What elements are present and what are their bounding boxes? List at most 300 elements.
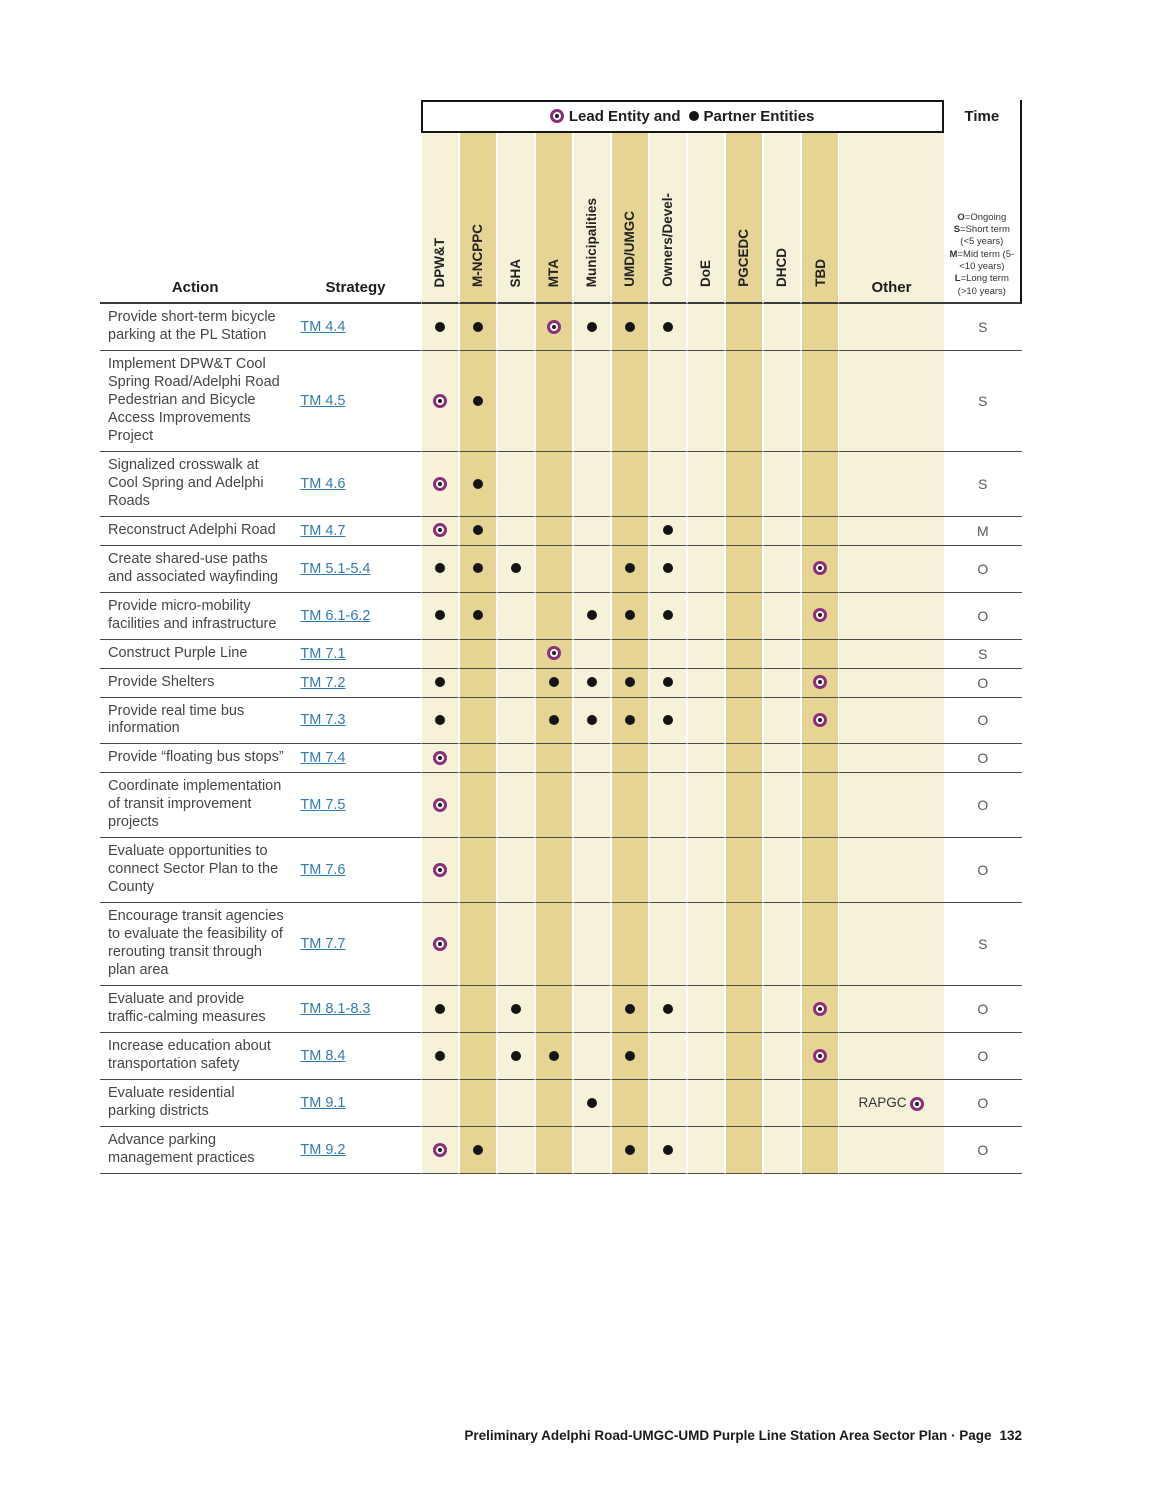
matrix-cell-doe xyxy=(687,773,725,838)
column-header-row xyxy=(100,133,1022,304)
partner-mark-icon xyxy=(435,322,445,332)
action-cell: Provide Shelters xyxy=(100,669,290,698)
strategy-link[interactable]: TM 8.1-8.3 xyxy=(300,1001,371,1018)
matrix-cell-owners-devel- xyxy=(649,1080,687,1127)
matrix-cell-umd-umgc xyxy=(611,986,649,1033)
time-legend-line: L=Long term (>10 years) xyxy=(954,273,1009,297)
matrix-cell-mta xyxy=(535,903,573,986)
action-cell: Encourage transit agencies to evaluate the feasibility of rerouting transit through plan area xyxy=(100,903,290,986)
matrix-cell-municipalities xyxy=(573,838,611,903)
matrix-cell-owners-devel- xyxy=(649,452,687,517)
time-legend-line: M=Mid term (5-<10 years) xyxy=(949,248,1015,272)
table-row xyxy=(100,546,1022,593)
partner-mark-icon xyxy=(473,322,483,332)
matrix-cell-owners-devel- xyxy=(649,593,687,640)
strategy-cell xyxy=(290,546,420,593)
matrix-cell-dpw-t xyxy=(421,986,459,1033)
lead-entity-label: Lead Entity and xyxy=(568,108,681,125)
table-row xyxy=(100,351,1022,452)
matrix-cell-owners-devel- xyxy=(649,304,687,351)
lead-mark-icon xyxy=(433,863,447,877)
matrix-cell-m-ncppc xyxy=(459,1080,497,1127)
other-cell xyxy=(839,986,943,1033)
matrix-cell-dpw-t xyxy=(421,593,459,640)
other-entity-label: RAPGC xyxy=(858,1095,907,1111)
column-header-label: Municipalities xyxy=(584,197,600,288)
matrix-cell-sha xyxy=(497,452,535,517)
table-row xyxy=(100,640,1022,669)
strategy-link[interactable]: TM 7.3 xyxy=(300,712,346,729)
matrix-cell-doe xyxy=(687,744,725,773)
matrix-cell-owners-devel- xyxy=(649,698,687,745)
strategy-link[interactable]: TM 6.1-6.2 xyxy=(300,607,371,624)
matrix-cell-m-ncppc xyxy=(459,517,497,546)
matrix-cell-dhcd xyxy=(763,517,801,546)
action-cell: Advance parking management practices xyxy=(100,1127,290,1174)
partner-mark-icon xyxy=(435,1004,445,1014)
matrix-cell-tbd xyxy=(801,903,839,986)
strategy-cell xyxy=(290,640,420,669)
strategy-cell xyxy=(290,986,420,1033)
matrix-cell-sha xyxy=(497,546,535,593)
strategy-cell xyxy=(290,838,420,903)
matrix-cell-sha xyxy=(497,1080,535,1127)
matrix-cell-mta xyxy=(535,517,573,546)
matrix-cell-pgcedc xyxy=(725,546,763,593)
lead-mark-icon xyxy=(433,477,447,491)
matrix-cell-doe xyxy=(687,517,725,546)
matrix-cell-doe xyxy=(687,1033,725,1080)
time-cell: O xyxy=(944,986,1022,1033)
strategy-link[interactable]: TM 7.6 xyxy=(300,862,346,879)
matrix-cell-umd-umgc xyxy=(611,640,649,669)
partner-mark-icon xyxy=(511,563,521,573)
strategy-cell xyxy=(290,1127,420,1174)
matrix-cell-mta xyxy=(535,1127,573,1174)
matrix-cell-dpw-t xyxy=(421,640,459,669)
strategy-cell xyxy=(290,773,420,838)
matrix-cell-owners-devel- xyxy=(649,546,687,593)
lead-mark-icon xyxy=(433,937,447,951)
partner-mark-icon xyxy=(663,610,673,620)
matrix-cell-dhcd xyxy=(763,1033,801,1080)
column-header-municipalities xyxy=(573,133,611,304)
matrix-cell-umd-umgc xyxy=(611,744,649,773)
matrix-cell-umd-umgc xyxy=(611,1080,649,1127)
matrix-cell-umd-umgc xyxy=(611,593,649,640)
matrix-cell-tbd xyxy=(801,640,839,669)
matrix-cell-doe xyxy=(687,838,725,903)
partner-mark-icon xyxy=(587,610,597,620)
matrix-cell-sha xyxy=(497,351,535,452)
action-cell: Evaluate residential parking districts xyxy=(100,1080,290,1127)
other-cell xyxy=(839,669,943,698)
matrix-cell-umd-umgc xyxy=(611,773,649,838)
matrix-cell-mta xyxy=(535,698,573,745)
lead-mark-icon xyxy=(813,561,827,575)
matrix-cell-mta xyxy=(535,351,573,452)
matrix-cell-umd-umgc xyxy=(611,304,649,351)
matrix-cell-pgcedc xyxy=(725,1080,763,1127)
table-row xyxy=(100,593,1022,640)
other-cell xyxy=(839,452,943,517)
partner-mark-icon xyxy=(435,563,445,573)
strategy-link[interactable]: TM 7.5 xyxy=(300,797,346,814)
other-cell xyxy=(839,1033,943,1080)
matrix-cell-mta xyxy=(535,773,573,838)
matrix-cell-municipalities xyxy=(573,640,611,669)
matrix-cell-owners-devel- xyxy=(649,744,687,773)
matrix-cell-umd-umgc xyxy=(611,698,649,745)
matrix-cell-municipalities xyxy=(573,698,611,745)
matrix-cell-umd-umgc xyxy=(611,669,649,698)
strategy-cell xyxy=(290,698,420,745)
column-header-label: DoE xyxy=(698,260,714,288)
matrix-cell-tbd xyxy=(801,546,839,593)
lead-mark-icon xyxy=(433,751,447,765)
matrix-cell-m-ncppc xyxy=(459,351,497,452)
matrix-cell-municipalities xyxy=(573,773,611,838)
partner-mark-icon xyxy=(511,1004,521,1014)
strategy-cell xyxy=(290,669,420,698)
partner-mark-icon xyxy=(625,1145,635,1155)
strategy-cell xyxy=(290,351,420,452)
other-column-header: Other xyxy=(839,133,943,304)
table-row xyxy=(100,698,1022,745)
action-cell: Signalized crosswalk at Cool Spring and Adelphi Roads xyxy=(100,452,290,517)
partner-mark-icon xyxy=(473,610,483,620)
time-legend-line: S=Short term (<5 years) xyxy=(953,223,1010,248)
lead-entity-icon xyxy=(550,109,564,123)
matrix-cell-dpw-t xyxy=(421,517,459,546)
matrix-cell-sha xyxy=(497,773,535,838)
partner-mark-icon xyxy=(663,525,673,535)
action-cell: Provide real time bus information xyxy=(100,698,290,745)
matrix-cell-m-ncppc xyxy=(459,546,497,593)
action-cell: Create shared-use paths and associated wayfinding xyxy=(100,546,290,593)
other-cell xyxy=(839,1127,943,1174)
strategy-cell xyxy=(290,1033,420,1080)
matrix-cell-owners-devel- xyxy=(649,669,687,698)
strategy-link[interactable]: TM 7.4 xyxy=(300,750,346,767)
lead-mark-icon xyxy=(433,394,447,408)
column-header-label: DHCD xyxy=(774,248,790,288)
strategy-cell xyxy=(290,593,420,640)
matrix-cell-owners-devel- xyxy=(649,903,687,986)
partner-mark-icon xyxy=(663,1145,673,1155)
matrix-cell-doe xyxy=(687,903,725,986)
matrix-cell-owners-devel- xyxy=(649,1033,687,1080)
matrix-cell-owners-devel- xyxy=(649,838,687,903)
matrix-cell-municipalities xyxy=(573,744,611,773)
matrix-cell-m-ncppc xyxy=(459,838,497,903)
strategy-link[interactable]: TM 4.4 xyxy=(300,319,346,335)
matrix-cell-m-ncppc xyxy=(459,669,497,698)
matrix-cell-sha xyxy=(497,304,535,351)
matrix-cell-tbd xyxy=(801,304,839,351)
other-cell xyxy=(839,546,943,593)
strategy-cell xyxy=(290,452,420,517)
matrix-cell-municipalities xyxy=(573,593,611,640)
action-cell: Provide “floating bus stops” xyxy=(100,744,290,773)
other-cell xyxy=(839,593,943,640)
partner-mark-icon xyxy=(625,1051,635,1061)
partner-mark-icon xyxy=(435,715,445,725)
lead-mark-icon xyxy=(813,608,827,622)
partner-mark-icon xyxy=(549,1051,559,1061)
lead-mark-icon xyxy=(910,1097,924,1111)
partner-mark-icon xyxy=(549,715,559,725)
matrix-cell-municipalities xyxy=(573,1080,611,1127)
matrix-cell-doe xyxy=(687,986,725,1033)
footer-title: Preliminary Adelphi Road-UMGC-UMD Purple Line Station Area Sector Plan · Page xyxy=(464,1428,992,1443)
strategy-link[interactable]: TM 9.2 xyxy=(300,1141,346,1158)
action-cell: Implement DPW&T Cool Spring Road/Adelphi Road Pedestrian and Bicycle Access Improvements Project xyxy=(100,351,290,452)
time-cell: O xyxy=(944,698,1022,745)
matrix-cell-pgcedc xyxy=(725,351,763,452)
matrix-cell-pgcedc xyxy=(725,838,763,903)
time-cell: S xyxy=(944,304,1022,351)
strategy-link[interactable]: TM 8.4 xyxy=(300,1048,346,1064)
matrix-cell-sha xyxy=(497,1127,535,1174)
lead-mark-icon xyxy=(813,713,827,727)
other-cell xyxy=(839,640,943,669)
matrix-cell-doe xyxy=(687,593,725,640)
matrix-cell-municipalities xyxy=(573,517,611,546)
matrix-cell-m-ncppc xyxy=(459,773,497,838)
matrix-cell-dhcd xyxy=(763,986,801,1033)
table-row xyxy=(100,1033,1022,1080)
strategy-cell xyxy=(290,304,420,351)
table-row xyxy=(100,1080,1022,1127)
action-cell: Evaluate opportunities to connect Sector Plan to the County xyxy=(100,838,290,903)
table-row xyxy=(100,903,1022,986)
column-header-doe xyxy=(687,133,725,304)
time-cell: S xyxy=(944,903,1022,986)
matrix-cell-dhcd xyxy=(763,838,801,903)
other-cell xyxy=(839,773,943,838)
matrix-cell-municipalities xyxy=(573,1127,611,1174)
action-cell: Provide micro-mobility facilities and infrastructure xyxy=(100,593,290,640)
matrix-cell-tbd xyxy=(801,773,839,838)
partner-mark-icon xyxy=(663,677,673,687)
matrix-cell-tbd xyxy=(801,986,839,1033)
matrix-cell-dpw-t xyxy=(421,304,459,351)
column-header-dpw-t xyxy=(421,133,459,304)
lead-mark-icon xyxy=(433,798,447,812)
column-header-umd-umgc xyxy=(611,133,649,304)
matrix-cell-sha xyxy=(497,986,535,1033)
matrix-cell-dhcd xyxy=(763,1080,801,1127)
table-row xyxy=(100,986,1022,1033)
matrix-cell-umd-umgc xyxy=(611,452,649,517)
action-cell: Increase education about transportation safety xyxy=(100,1033,290,1080)
matrix-cell-m-ncppc xyxy=(459,744,497,773)
matrix-cell-dpw-t xyxy=(421,838,459,903)
matrix-cell-dpw-t xyxy=(421,698,459,745)
time-cell: O xyxy=(944,838,1022,903)
time-cell: O xyxy=(944,669,1022,698)
table-row xyxy=(100,669,1022,698)
partner-mark-icon xyxy=(511,1051,521,1061)
strategy-cell xyxy=(290,744,420,773)
matrix-cell-dhcd xyxy=(763,351,801,452)
matrix-cell-owners-devel- xyxy=(649,640,687,669)
matrix-cell-dpw-t xyxy=(421,351,459,452)
matrix-cell-pgcedc xyxy=(725,517,763,546)
matrix-cell-dpw-t xyxy=(421,903,459,986)
matrix-cell-municipalities xyxy=(573,546,611,593)
matrix-cell-dhcd xyxy=(763,903,801,986)
column-header-tbd xyxy=(801,133,839,304)
partner-mark-icon xyxy=(473,1145,483,1155)
other-cell xyxy=(839,351,943,452)
column-header-dhcd xyxy=(763,133,801,304)
matrix-cell-m-ncppc xyxy=(459,640,497,669)
matrix-cell-umd-umgc xyxy=(611,517,649,546)
lead-mark-icon xyxy=(813,1002,827,1016)
strategy-link[interactable]: TM 7.7 xyxy=(300,936,346,953)
other-cell xyxy=(839,698,943,745)
matrix-cell-mta xyxy=(535,986,573,1033)
partner-mark-icon xyxy=(625,715,635,725)
partner-mark-icon xyxy=(663,563,673,573)
matrix-cell-dpw-t xyxy=(421,1033,459,1080)
matrix-cell-doe xyxy=(687,351,725,452)
column-header-label: M-NCPPC xyxy=(469,224,485,288)
strategy-link[interactable]: TM 7.2 xyxy=(300,674,346,691)
matrix-cell-doe xyxy=(687,1080,725,1127)
table-row xyxy=(100,1127,1022,1174)
lead-mark-icon xyxy=(433,523,447,537)
matrix-cell-umd-umgc xyxy=(611,838,649,903)
matrix-cell-owners-devel- xyxy=(649,1127,687,1174)
matrix-cell-owners-devel- xyxy=(649,351,687,452)
matrix-cell-dpw-t xyxy=(421,773,459,838)
column-header-sha xyxy=(497,133,535,304)
matrix-cell-dhcd xyxy=(763,546,801,593)
action-cell: Construct Purple Line xyxy=(100,640,290,669)
table-row xyxy=(100,452,1022,517)
matrix-cell-sha xyxy=(497,838,535,903)
matrix-cell-pgcedc xyxy=(725,773,763,838)
other-cell xyxy=(839,1080,943,1127)
table-row xyxy=(100,838,1022,903)
matrix-cell-mta xyxy=(535,452,573,517)
matrix-cell-umd-umgc xyxy=(611,903,649,986)
matrix-cell-mta xyxy=(535,1033,573,1080)
other-cell xyxy=(839,903,943,986)
matrix-cell-tbd xyxy=(801,1080,839,1127)
partner-mark-icon xyxy=(549,677,559,687)
matrix-cell-tbd xyxy=(801,351,839,452)
time-cell: M xyxy=(944,517,1022,546)
matrix-cell-umd-umgc xyxy=(611,351,649,452)
matrix-cell-dhcd xyxy=(763,304,801,351)
strategy-link[interactable]: TM 5.1-5.4 xyxy=(300,560,371,577)
column-header-mta xyxy=(535,133,573,304)
column-header-pgcedc xyxy=(725,133,763,304)
matrix-cell-pgcedc xyxy=(725,903,763,986)
matrix-cell-sha xyxy=(497,698,535,745)
matrix-cell-dpw-t xyxy=(421,669,459,698)
strategy-link[interactable]: TM 4.5 xyxy=(300,392,346,409)
partner-mark-icon xyxy=(625,610,635,620)
partner-mark-icon xyxy=(625,563,635,573)
partner-mark-icon xyxy=(587,715,597,725)
strategy-link[interactable]: TM 4.7 xyxy=(300,522,346,539)
matrix-cell-m-ncppc xyxy=(459,1127,497,1174)
table-row xyxy=(100,744,1022,773)
matrix-cell-pgcedc xyxy=(725,640,763,669)
matrix-cell-tbd xyxy=(801,669,839,698)
matrix-cell-sha xyxy=(497,1033,535,1080)
matrix-cell-sha xyxy=(497,517,535,546)
strategy-link[interactable]: TM 4.6 xyxy=(300,475,346,492)
other-cell xyxy=(839,744,943,773)
partner-mark-icon xyxy=(625,322,635,332)
implementation-matrix-table xyxy=(100,100,1022,1174)
time-cell: O xyxy=(944,1080,1022,1127)
banner-row xyxy=(100,100,1022,133)
matrix-cell-owners-devel- xyxy=(649,517,687,546)
time-cell: O xyxy=(944,593,1022,640)
strategy-link[interactable]: TM 9.1 xyxy=(300,1094,346,1111)
strategy-cell xyxy=(290,1080,420,1127)
matrix-cell-dpw-t xyxy=(421,1080,459,1127)
matrix-cell-m-ncppc xyxy=(459,452,497,517)
other-cell xyxy=(839,517,943,546)
strategy-cell xyxy=(290,517,420,546)
matrix-cell-doe xyxy=(687,640,725,669)
time-cell: S xyxy=(944,351,1022,452)
matrix-cell-dpw-t xyxy=(421,452,459,517)
matrix-cell-mta xyxy=(535,640,573,669)
matrix-cell-tbd xyxy=(801,593,839,640)
time-cell: O xyxy=(944,546,1022,593)
column-header-label: SHA xyxy=(508,258,524,288)
matrix-cell-pgcedc xyxy=(725,593,763,640)
matrix-cell-dhcd xyxy=(763,640,801,669)
matrix-cell-mta xyxy=(535,669,573,698)
matrix-cell-mta xyxy=(535,744,573,773)
matrix-cell-doe xyxy=(687,1127,725,1174)
matrix-cell-dhcd xyxy=(763,669,801,698)
matrix-cell-umd-umgc xyxy=(611,546,649,593)
strategy-column-header: Strategy xyxy=(290,133,420,304)
matrix-cell-municipalities xyxy=(573,986,611,1033)
matrix-cell-sha xyxy=(497,640,535,669)
matrix-cell-pgcedc xyxy=(725,744,763,773)
strategy-link[interactable]: TM 7.1 xyxy=(300,645,346,662)
time-cell: O xyxy=(944,773,1022,838)
action-cell: Provide short-term bicycle parking at the PL Station xyxy=(100,304,290,351)
partner-mark-icon xyxy=(435,677,445,687)
matrix-cell-tbd xyxy=(801,1033,839,1080)
column-header-label: DPW&T xyxy=(431,237,447,288)
lead-partner-banner xyxy=(421,100,944,133)
action-cell: Reconstruct Adelphi Road xyxy=(100,517,290,546)
partner-mark-icon xyxy=(473,479,483,489)
matrix-cell-tbd xyxy=(801,1127,839,1174)
matrix-cell-tbd xyxy=(801,517,839,546)
time-cell: S xyxy=(944,452,1022,517)
matrix-cell-pgcedc xyxy=(725,304,763,351)
matrix-cell-dhcd xyxy=(763,1127,801,1174)
matrix-cell-m-ncppc xyxy=(459,698,497,745)
matrix-cell-dpw-t xyxy=(421,744,459,773)
partner-mark-icon xyxy=(473,525,483,535)
